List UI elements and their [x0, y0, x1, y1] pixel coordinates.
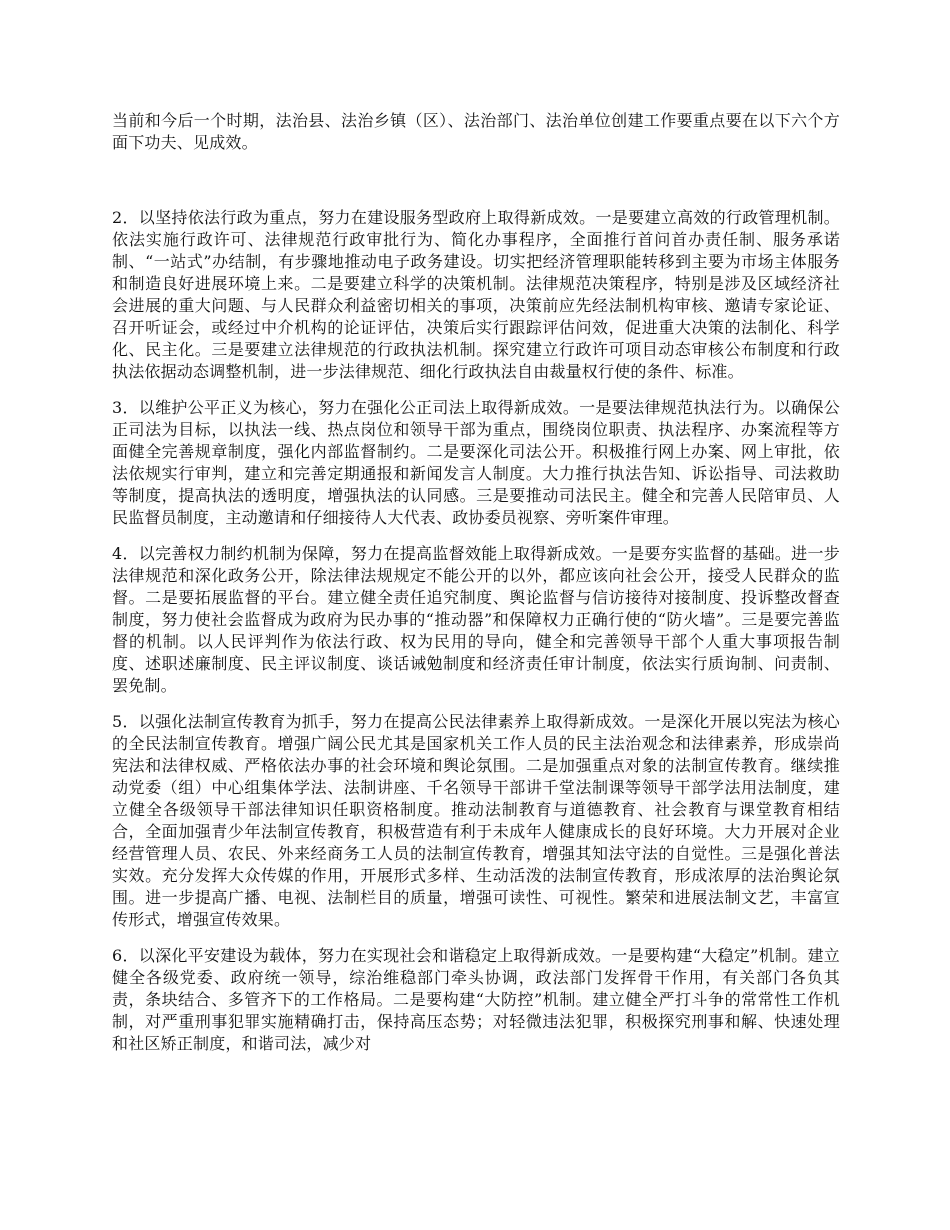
section-paragraph-3: 3．以维护公平正义为核心，努力在强化公正司法上取得新成效。一是要法律规范执法行为。以确保公正司法为目标，以执法一线、热点岗位和领导干部为重点，围绕岗位职责、执法程序、办案流程等方面健全完善规章制度，强化内部监督制约。二是要深化司法公开。积极推行网上办案、网上审批，依法依规实行审判，建立和完善定期通报和新闻发言人制度。大力推行执法告知、诉讼指导、司法救助等制度，提高执法的透明度，增强执法的认同感。三是要推动司法民主。健全和完善人民陪审员、人民监督员制度，主动邀请和仔细接待人大代表、政协委员视察、旁听案件审理。: [112, 398, 840, 527]
section-paragraph-2: 2．以坚持依法行政为重点，努力在建设服务型政府上取得新成效。一是要建立高效的行政管理机制。依法实施行政许可、法律规范行政审批行为、简化办事程序，全面推行首问首办责任制、服务承诺制、“一站式”办结制，有步骤地推动电子政务建设。切实把经济管理职能转移到主要为市场主体服务和制造良好进展环境上来。二是要建立科学的决策机制。法律规范决策程序，特别是涉及区域经济社会进展的重大问题、与人民群众利益密切相关的事项，决策前应先经法制机构审核、邀请专家论证、召开听证会，或经过中介机构的论证评估，决策后实行跟踪评估问效，促进重大决策的法制化、科学化、民主化。三是要建立法律规范的行政执法机制。探究建立行政许可项目动态审核公布制度和行政执法依据动态调整机制，进一步法律规范、细化行政执法自由裁量权行使的条件、标准。: [112, 208, 840, 381]
document-page: [112, 110, 840, 1069]
section-paragraph-4: 4．以完善权力制约机制为保障，努力在提高监督效能上取得新成效。一是要夯实监督的基础。进一步法律规范和深化政务公开，除法律法规规定不能公开的以外，都应该向社会公开，接受人民群众的监督。二是要拓展监督的平台。建立健全责任追究制度、舆论监督与信访接待对接制度、投诉整改督查制度，努力使社会监督成为政府为民办事的“推动器”和保障权力正确行使的“防火墙”。三是要完善监督的机制。以人民评判作为依法行政、权为民用的导向，健全和完善领导干部个人重大事项报告制度、述职述廉制度、民主评议制度、谈话诫勉制度和经济责任审计制度，依法实行质询制、问责制、罢免制。: [112, 544, 840, 695]
section-paragraph-6: 6．以深化平安建设为载体，努力在实现社会和谐稳定上取得新成效。一是要构建“大稳定”机制。建立健全各级党委、政府统一领导，综治维稳部门牵头协调，政法部门发挥骨干作用，有关部门各负其责，条块结合、多管齐下的工作格局。二是要构建“大防控”机制。建立健全严打斗争的常常性工作机制，对严重刑事犯罪实施精确打击，保持高压态势；对轻微违法犯罪，积极探究刑事和解、快速处理和社区矫正制度，和谐司法，减少对: [112, 946, 840, 1053]
section-paragraph-5: 5．以强化法制宣传教育为抓手，努力在提高公民法律素养上取得新成效。一是深化开展以宪法为核心的全民法制宣传教育。增强广阔公民尤其是国家机关工作人员的民主法治观念和法律素养，形成崇尚宪法和法律权威、严格依法办事的社会环境和舆论氛围。二是加强重点对象的法制宣传教育。继续推动党委（组）中心组集体学法、法制讲座、千名领导干部讲千堂法制课等领导干部学法用法制度，建立健全各级领导干部法律知识任职资格制度。推动法制教育与道德教育、社会教育与课堂教育相结合，全面加强青少年法制宣传教育，积极营造有利于未成年人健康成长的良好环境。大力开展对企业经营管理人员、农民、外来经商务工人员的法制宣传教育，增强其知法守法的自觉性。三是强化普法实效。充分发挥大众传媒的作用，开展形式多样、生动活泼的法制宣传教育，形成浓厚的法治舆论氛围。进一步提高广播、电视、法制栏目的质量，增强可读性、可视性。繁荣和进展法制文艺，丰富宣传形式，增强宣传效果。: [112, 712, 840, 929]
intro-paragraph: 当前和今后一个时期，法治县、法治乡镇（区）、法治部门、法治单位创建工作要重点要在以下六个方面下功夫、见成效。: [112, 111, 840, 152]
